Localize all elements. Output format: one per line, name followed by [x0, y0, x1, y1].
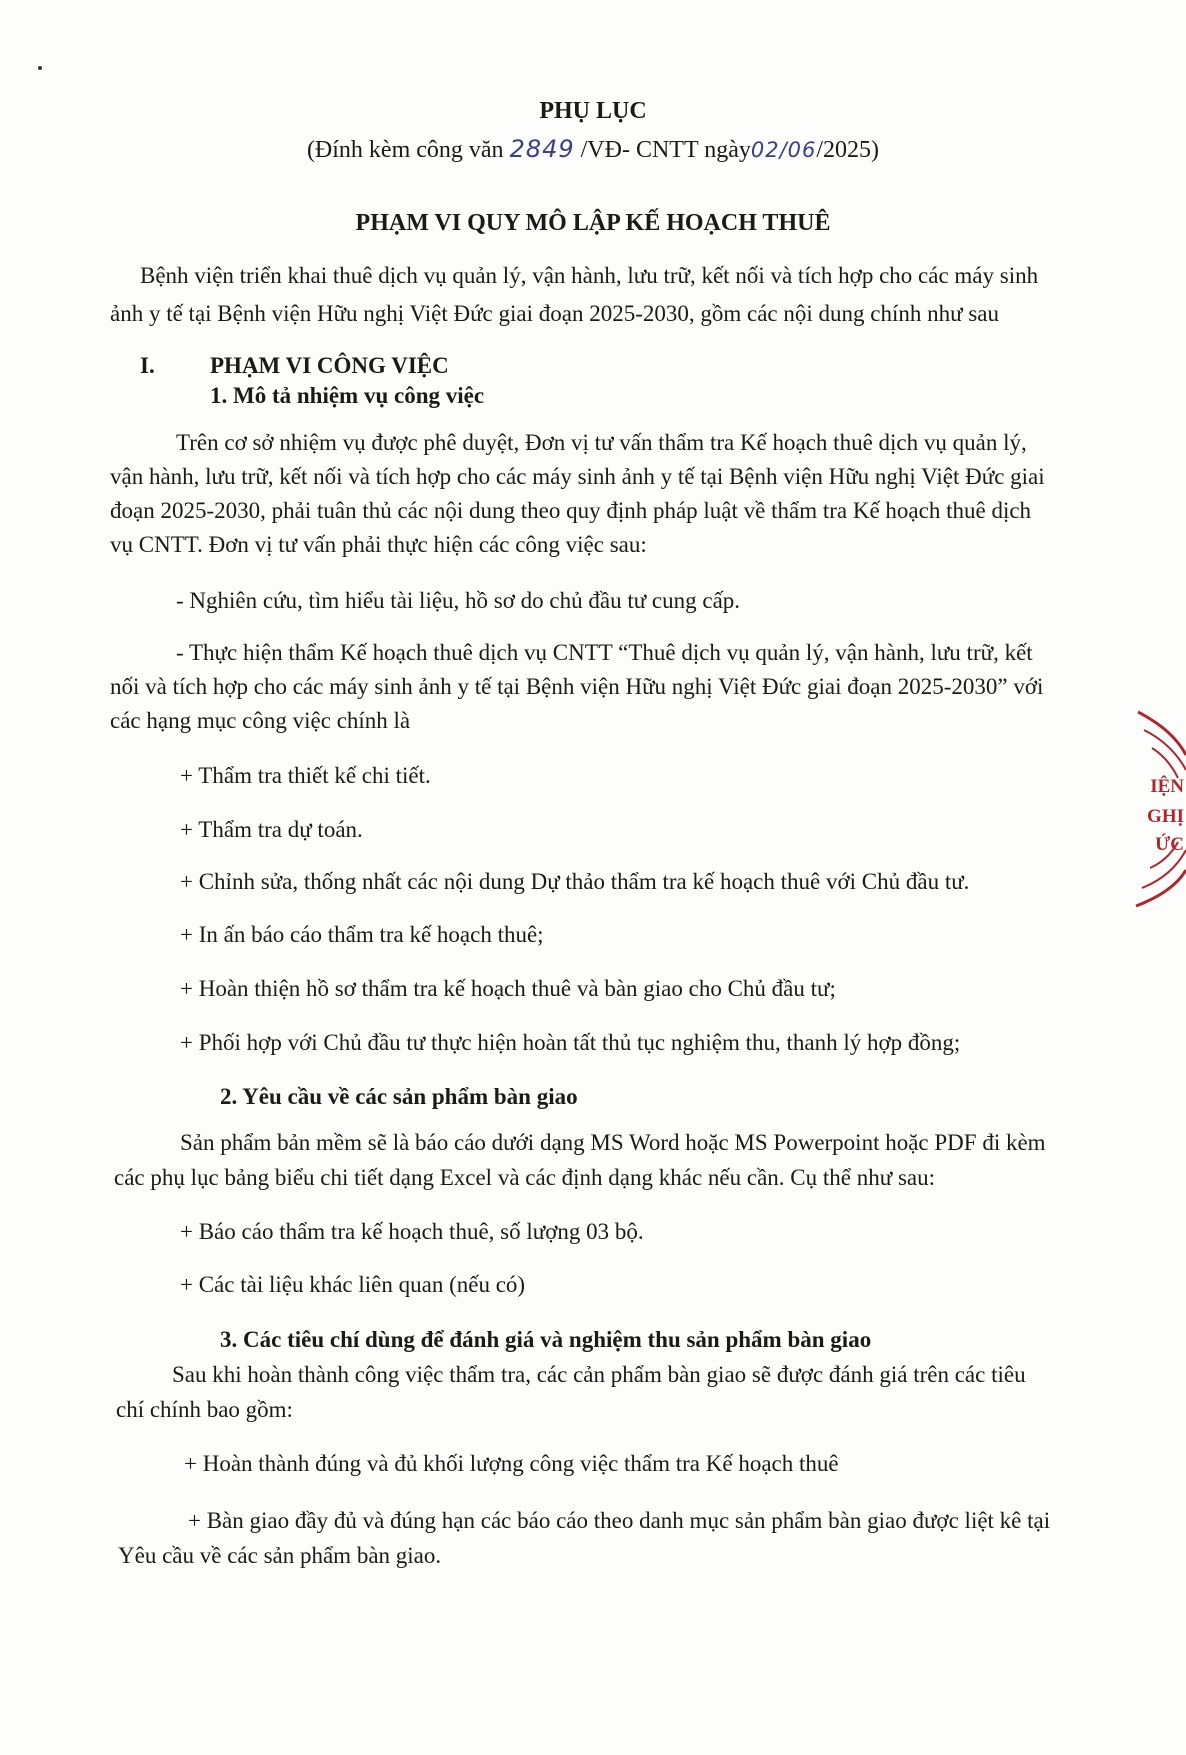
- paragraph-line: các phụ lục bảng biểu chi tiết dạng Excel và các định dạng khác nếu cần. Cụ thể như sau:: [114, 1165, 936, 1190]
- main-title: PHẠM VI QUY MÔ LẬP KẾ HOẠCH THUÊ: [355, 210, 831, 236]
- paragraph-line: Trên cơ sở nhiệm vụ được phê duyệt, Đơn vị tư vấn thẩm tra Kế hoạch thuê dịch vụ quản lý,: [176, 430, 1027, 455]
- appendix-title: PHỤ LỤC: [539, 98, 647, 124]
- task-item: + Thẩm tra dự toán.: [180, 817, 363, 842]
- paragraph-line: vụ CNTT. Đơn vị tư vấn phải thực hiện các công việc sau:: [110, 532, 647, 557]
- attachment-suffix: /2025): [816, 137, 880, 163]
- dash-item-line: - Thực hiện thẩm Kế hoạch thuê dịch vụ CNTT “Thuê dịch vụ quản lý, vận hành, lưu trữ, kết: [176, 640, 1033, 665]
- stamp-text: IỆN: [1150, 776, 1184, 797]
- subsection-2-title: 2. Yêu cầu về các sản phẩm bàn giao: [220, 1084, 578, 1109]
- section-title: PHẠM VI CÔNG VIỆC: [210, 353, 449, 378]
- intro-line: Bệnh viện triển khai thuê dịch vụ quản lý, vận hành, lưu trữ, kết nối và tích hợp cho các máy sinh: [140, 263, 1039, 288]
- task-item: + Hoàn thiện hồ sơ thẩm tra kế hoạch thuê và bàn giao cho Chủ đầu tư;: [180, 976, 836, 1001]
- paragraph-line: đoạn 2025-2030, phải tuân thủ các nội dung theo quy định pháp luật về thẩm tra Kế hoạch thuê dịch: [110, 498, 1032, 523]
- stamp-text: GHỊ: [1147, 806, 1184, 827]
- paragraph-line: chí chính bao gồm:: [116, 1397, 293, 1422]
- section-number: I.: [140, 353, 155, 378]
- official-stamp-fragment: [1128, 700, 1186, 920]
- deliverable-item: + Báo cáo thẩm tra kế hoạch thuê, số lượng 03 bộ.: [180, 1219, 644, 1244]
- attachment-prefix: (Đính kèm công văn: [306, 137, 510, 163]
- scan-mark: [38, 66, 42, 70]
- deliverable-item: + Các tài liệu khác liên quan (nếu có): [180, 1272, 526, 1297]
- subsection-1-title: 1. Mô tả nhiệm vụ công việc: [210, 383, 485, 408]
- task-item: + In ấn báo cáo thẩm tra kế hoạch thuê;: [180, 922, 544, 947]
- dash-item-line: các hạng mục công việc chính là: [110, 708, 411, 733]
- paragraph-line: Sau khi hoàn thành công việc thẩm tra, các cản phẩm bàn giao sẽ được đánh giá trên các tiêu: [172, 1362, 1026, 1387]
- dash-item: - Nghiên cứu, tìm hiểu tài liệu, hồ sơ do chủ đầu tư cung cấp.: [176, 588, 741, 613]
- dash-item-line: nối và tích hợp cho các máy sinh ảnh y tế tại Bệnh viện Hữu nghị Việt Đức giai đoạn 2025-2030” với: [110, 674, 1044, 699]
- intro-line: ảnh y tế tại Bệnh viện Hữu nghị Việt Đức giai đoạn 2025-2030, gồm các nội dung chính như sau: [110, 301, 999, 326]
- task-item: + Thẩm tra thiết kế chi tiết.: [180, 763, 431, 788]
- handwritten-doc-date: 02/06: [750, 138, 817, 162]
- subsection-3-title: 3. Các tiêu chí dùng để đánh giá và nghiệm thu sản phẩm bàn giao: [220, 1327, 872, 1352]
- criteria-item: + Hoàn thành đúng và đủ khối lượng công việc thẩm tra Kế hoạch thuê: [184, 1451, 839, 1476]
- task-item: + Chỉnh sửa, thống nhất các nội dung Dự thảo thẩm tra kế hoạch thuê với Chủ đầu tư.: [180, 869, 970, 894]
- paragraph-line: vận hành, lưu trữ, kết nối và tích hợp cho các máy sinh ảnh y tế tại Bệnh viện Hữu nghị Việt Đức giai: [110, 464, 1045, 489]
- criteria-item-line: Yêu cầu về các sản phẩm bàn giao.: [118, 1543, 442, 1568]
- paragraph-line: Sản phẩm bản mềm sẽ là báo cáo dưới dạng MS Word hoặc MS Powerpoint hoặc PDF đi kèm: [180, 1130, 1046, 1155]
- stamp-text: ỨC: [1155, 834, 1184, 855]
- attachment-middle: /VĐ- CNTT ngày: [574, 137, 751, 163]
- criteria-item-line: + Bàn giao đầy đủ và đúng hạn các báo cáo theo danh mục sản phẩm bàn giao được liệt kê tại: [188, 1508, 1051, 1533]
- attachment-reference: [0, 134, 1186, 165]
- handwritten-doc-number: 2849: [509, 135, 575, 163]
- task-item: + Phối hợp với Chủ đầu tư thực hiện hoàn tất thủ tục nghiệm thu, thanh lý hợp đồng;: [180, 1030, 961, 1055]
